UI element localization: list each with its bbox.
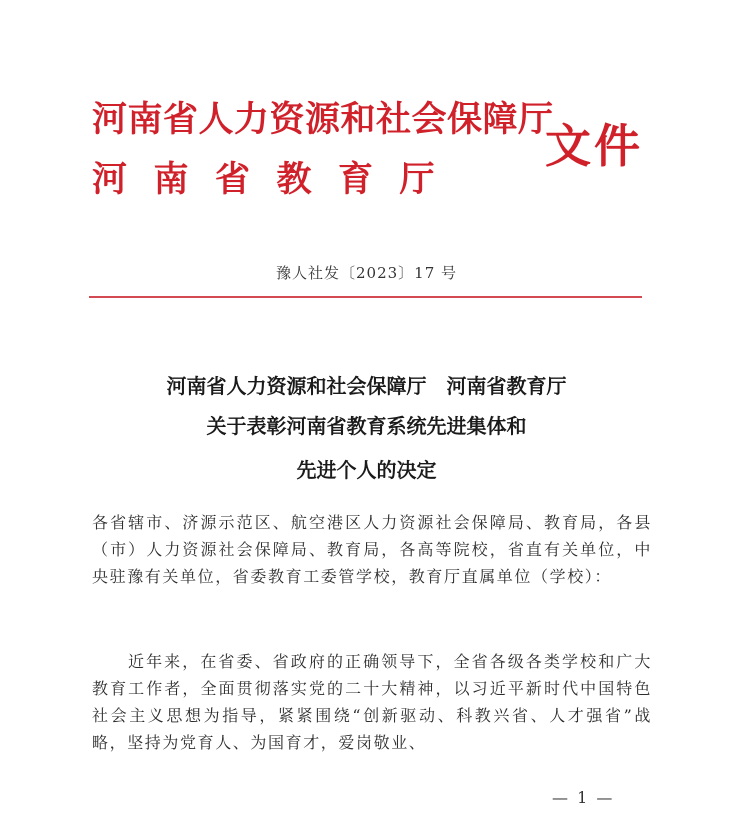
document-type-label: 文件 xyxy=(545,119,643,173)
issuer-line-2: 河南省教育厅 xyxy=(92,159,462,200)
title-line-2: 关于表彰河南省教育系统先进集体和 xyxy=(206,414,527,438)
body-paragraph: 近年来，在省委、省政府的正确领导下，全省各级各类学校和广大教育工作者，全面贯彻落实党的二十大精神，以习近平新时代中国特色社会主义思想为指导，紧紧围绕“创新驱动、科教兴省、人才强省”战略，坚持为党育人、为国育才，爱岗敬业、 xyxy=(92,652,652,752)
salutation-paragraph: 各省辖市、济源示范区、航空港区人力资源社会保障局、教育局，各县（市）人力资源社会保障局、教育局，各高等院校，省直有关单位，中央驻豫有关单位，省委教育工委管学校，教育厅直属单位（学校）： xyxy=(92,513,652,586)
issuer-line-1: 河南省人力资源和社会保障厅 xyxy=(92,99,554,140)
title-line-1: 河南省人力资源和社会保障厅 河南省教育厅 xyxy=(166,374,567,398)
title-line-3: 先进个人的决定 xyxy=(296,458,437,482)
page-number: — 1 — xyxy=(552,788,615,807)
red-divider-line xyxy=(89,296,642,298)
document-number: 豫人社发〔2023〕17 号 xyxy=(275,264,458,282)
